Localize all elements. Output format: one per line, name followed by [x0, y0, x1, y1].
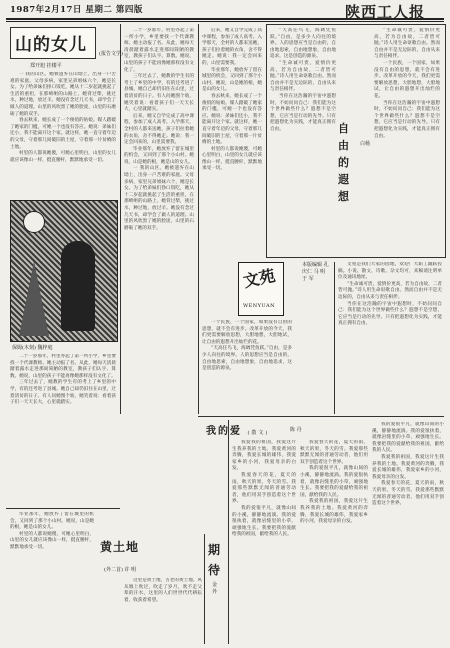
wenyuan-editor-note: 本版编辑 孔庆仁 马 明 于 军 — [302, 262, 329, 282]
paragraph: 我的爱很平凡，就像山间的小溪，静静地流淌。我的爱很执着，就像岩缝里的小草，顽强地生长。我要把我的爱献给我的祖国，献给我的人民。 — [372, 422, 444, 454]
wenyuan-logo-sub: WENYUAN — [243, 303, 276, 309]
masthead-rule — [6, 18, 444, 20]
feature-byline: 郑开旭 挂楼平 — [30, 63, 62, 69]
essay-author: 白杨 — [360, 141, 371, 147]
essay-column-2 — [374, 28, 440, 252]
mylove-genre: (散文) — [247, 430, 270, 436]
feature-title-box — [10, 27, 96, 59]
paragraph: 文苑是我们大家的园地，欢迎广大职工踊跃投稿。小说、散文、诗歌、杂文均可，来稿请注明单位及通讯地址。 — [338, 262, 442, 281]
column-divider — [204, 534, 205, 644]
paragraph: 村里的人都说她傻，可她心里明白，山里的女儿就应该像山一样，挺直腰杆，默默地承受一切。 — [202, 146, 262, 172]
feature-subtitle: (报告文学) — [99, 51, 123, 57]
paragraph: 村里的人都说她傻，可她心里明白，山里的女儿就应该像山一样，挺直腰杆，默默地承受一切。 — [10, 151, 116, 163]
paragraph: 当你在这浩瀚的宇宙中遐想时，不妨问问自己：我们能为这个世界做些什么？遐想不是空想，它应当是行动的先导。只有把遐想化为实践，才能真正拥有自由。 — [338, 301, 442, 327]
mylove-author: 陈 丹 — [290, 427, 302, 433]
wenyuan-logo — [238, 262, 284, 316]
qidai-author: 金 外 — [212, 582, 218, 595]
paragraph: 毕业那年，她放弃了留在城里的机会，又回到了那个小山村。她说，山是她的根，她是山的女儿。 — [124, 146, 194, 165]
poem-author: (外二首) 许 明 — [104, 567, 137, 573]
section-divider — [198, 416, 444, 417]
essay-column-1 — [270, 28, 336, 252]
paragraph: 我爱春天的花，夏天的雨，秋天的果，冬天的雪。我爱那些默默无闻的普通劳动者，他们用双手创造着这个世界。 — [232, 472, 296, 505]
tree-shape — [19, 261, 49, 336]
paragraph: “天高任鸟飞，海阔凭鱼跃。”自由，是多少人向往的境界。人的思想应当是自由的，自由地思索，自由地想象，自由地追求，这是创造的源泉。 — [270, 28, 336, 60]
column-divider — [198, 24, 199, 414]
column-divider — [334, 262, 335, 414]
qidai-title: 期待 — [208, 543, 221, 577]
paragraph: 我爱我的祖国，我爱这片生我养我的土地。我爱黄河的奔腾，我爱长城的雄伟，我爱家乡的小河，我爱母亲的白发。 — [372, 454, 444, 480]
paragraph: 村里的人都说她傻，可她心里明白，山里的女儿就应该像山一样，挺直腰杆，默默地承受一切。 — [10, 531, 94, 550]
paragraph: 一 我的山区。她被遗弃在山坳上，出身一户苦难的家庭。父母多病，家里兄弟姐妹六个，她是长女。为了给弟妹们挣口饭吃，她从十二岁起就挑起了生活的重担，在那崎岖的山路上，她背过柴，挑过水，种过地，放过羊。她没有念过几天书，却学会了做人的道理。山里的风吹黑了她的脸庞，山里的石磨砺了她的双手。 — [10, 72, 116, 117]
paragraph: 我爱春天的花，夏天的雨，秋天的果，冬天的雪。我爱那些默默无闻的普通劳动者，他们用双手创造着这个世界。 — [372, 481, 444, 507]
paragraph: 我的爱很平凡，就像山间的小溪，静静地流淌。我的爱很执着，就像岩缝里的小草，顽强地生长。我要把我的爱献给我的祖国，献给我的人民。 — [232, 505, 296, 538]
paragraph: 当你在这浩瀚的宇宙中遐想时，不妨问问自己：我们能为这个世界做些什么？遐想不是空想，它应当是行动的先导。只有把遐想化为实践，才能真正拥有自由。 — [270, 93, 336, 132]
paragraph: “生命诚可贵，爱情价更高，若为自由故，二者皆可抛。”诗人用生命讴歌自由。然而自由并不是无边际的，自由从来与责任相伴。 — [374, 28, 440, 60]
paragraph: 一个民族，一个国家，如果没有自由的思想，就不会有进步。改革开放的今天，我们更需要解放思想，大胆地想，大胆地试，让自由的遐想开出灿烂的花。 — [202, 320, 292, 345]
paragraph: 后来，她又自学完成了高中课程，参加了成人高考。入学那天，全村的人都来送她，孩子们拉着她的衣角，舍不得她走。她说：我一定会回来的，山里需要我。 — [202, 28, 262, 66]
masthead-rule-thin — [6, 21, 444, 22]
paragraph: 春去秋来，她长成了一个俊俏的姑娘。媒人踏破了她家的门槛，可她一个也没有答应。她说：弟妹们还小，我不能离开这个家。就这样，她一直守着年迈的父母，守着那几间破旧的土屋，守着那一片贫瘠的土地。 — [202, 93, 262, 146]
poem-title: 黄土地 — [100, 540, 140, 554]
sun-shape — [23, 211, 45, 233]
paragraph: 我爱我的祖国，我爱这片生我养我的土地。我爱黄河的奔腾，我爱长城的雄伟，我爱家乡的小河，我爱母亲的白发。 — [232, 440, 296, 472]
paragraph: 后来，她又自学完成了高中课程，参加了成人高考。入学那天，全村的人都来送她，孩子们拉着她的衣角，舍不得她走。她说：我一定会回来的，山里需要我。 — [124, 113, 194, 146]
column-divider — [120, 24, 121, 414]
paragraph: 我爱我的祖国，我爱这片生我养我的土地。我爱黄河的奔腾，我爱长城的雄伟，我爱家乡的小河，我爱母亲的白发。 — [300, 499, 368, 525]
paragraph: 毕业那年，她放弃了留在城里的机会，又回到了那个小山村。她说，山是她的根，她是山的女儿。 — [10, 512, 94, 531]
wenyuan-logo-text: 文苑 — [241, 265, 277, 292]
mylove-column-3 — [372, 422, 444, 640]
mylove-column-2 — [300, 440, 368, 640]
woodcut-image — [10, 200, 118, 342]
essay-title: 自由的遐想 — [338, 122, 350, 203]
masthead-title: 陕西工人报 — [345, 3, 426, 21]
woodcut-caption: 保姆(木刻) 魏梓庭 — [12, 345, 53, 351]
feature-title: 山的女儿 — [15, 35, 87, 55]
paragraph: 三年过去了，她教的学生有的考上了乡里的中学，有的还考进了县城。她自己却仍旧住在山里，过着清贫的日子。有人问她图个啥，她笑着说：看着孩子们一天天长大，心里就踏实。 — [10, 380, 116, 406]
mid-column-left — [202, 320, 292, 416]
paragraph: 一个民族，一个国家，如果没有自由的思想，就不会有进步。改革开放的今天，我们更需要解放思想，大胆地想，大胆地试，让自由的遐想开出灿烂的花。 — [374, 60, 440, 99]
feature-column-1b — [10, 354, 116, 504]
paragraph: 三年过去了，她教的学生有的考上了乡里的中学，有的还考进了县城。她自己却仍旧住在山里，过着清贫的日子。有人问她图个啥，她笑着说：看着孩子们一天天长大，心里就踏实。 — [124, 74, 194, 113]
mid-column-right — [338, 262, 442, 414]
feature-column-3 — [202, 28, 262, 258]
paragraph: 这里是黄土地，古老的黄土地。风从塬上吹过，吹走了岁月，吹不走父辈的汗水。这里的人们世世代代耕耘着，收获着希望。 — [124, 578, 202, 603]
paragraph: 二十一岁那年，村里办起了第一所小学，乡里要找一个代课教师。她主动报了名。从此，她每天清晨踏着露水走进那间简陋的教室，教孩子们认字、算数。她说，山里的孩子不能再像她那样没有文化了。 — [10, 354, 116, 379]
lower-left-column — [10, 512, 94, 642]
column-divider — [228, 420, 229, 644]
figure-shape — [61, 241, 95, 331]
poem-body — [124, 578, 202, 644]
paragraph: 一 我的山区。她被遗弃在山坳上，出身一户苦难的家庭。父母多病，家里兄弟姐妹六个，她是长女。为了给弟妹们挣口饭吃，她从十二岁起就挑起了生活的重担，在那崎岖的山路上，她背过柴，挑过水，种过地，放过羊。她没有念过几天书，却学会了做人的道理。山里的风吹黑了她的脸庞，山里的石磨砺了她的双手。 — [124, 166, 194, 231]
feature-column-2 — [124, 28, 194, 418]
paragraph: 我爱春天的花，夏天的雨，秋天的果，冬天的雪。我爱那些默默无闻的普通劳动者，他们用双手创造着这个世界。 — [300, 440, 368, 465]
paragraph: 我的爱很平凡，就像山间的小溪，静静地流淌。我的爱很执着，就像岩缝里的小草，顽强地生长。我要把我的爱献给我的祖国，献给我的人民。 — [300, 466, 368, 498]
mylove-title-text: 我的爱 — [206, 426, 242, 437]
section-divider — [6, 508, 120, 509]
paragraph: “生命诚可贵，爱情价更高，若为自由故，二者皆可抛。”诗人用生命讴歌自由。然而自由并不是无边际的，自由从来与责任相伴。 — [338, 281, 442, 300]
issue-date: 1987年2月17日 星期二 第四版 — [10, 5, 143, 15]
paragraph: 春去秋来，她长成了一个俊俏的姑娘。媒人踏破了她家的门槛，可她一个也没有答应。她说：弟妹们还小，我不能离开这个家。就这样，她一直守着年迈的父母，守着那几间破旧的土屋，守着那一片贫瘠的土地。 — [10, 118, 116, 150]
paragraph: 毕业那年，她放弃了留在城里的机会，又回到了那个小山村。她说，山是她的根，她是山的女儿。 — [202, 67, 262, 93]
paragraph: 当你在这浩瀚的宇宙中遐想时，不妨问问自己：我们能为这个世界做些什么？遐想不是空想，它应当是行动的先导。只有把遐想化为实践，才能真正拥有自由。 — [374, 100, 440, 139]
feature-column-1 — [10, 72, 116, 196]
paragraph: 二十一岁那年，村里办起了第一所小学，乡里要找一个代课教师。她主动报了名。从此，她每天清晨踏着露水走进那间简陋的教室，教孩子们认字、算数。她说，山里的孩子不能再像她那样没有文化了。 — [124, 28, 194, 73]
mylove-column-1 — [232, 440, 296, 640]
mylove-title — [206, 422, 269, 437]
paragraph: “生命诚可贵，爱情价更高，若为自由故，二者皆可抛。”诗人用生命讴歌自由。然而自由并不是无边际的，自由从来与责任相伴。 — [270, 60, 336, 93]
paragraph: “天高任鸟飞，海阔凭鱼跃。”自由，是多少人向往的境界。人的思想应当是自由的，自由地思索，自由地想象，自由地追求，这是创造的源泉。 — [202, 346, 292, 372]
